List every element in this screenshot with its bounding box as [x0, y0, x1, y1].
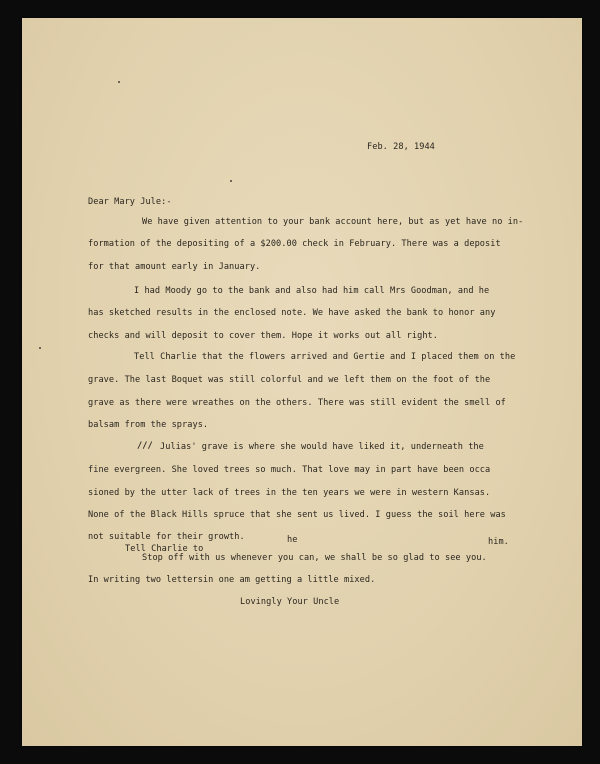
body-line: balsam from the sprays. — [88, 420, 209, 430]
postscript-line: In writing two lettersin one am getting a little mixed. — [88, 575, 376, 585]
paper-speck — [230, 180, 232, 182]
body-line: grave as there were wreathes on the others. There was still evident the smell of — [88, 398, 506, 408]
body-line: not suitable for their growth. — [88, 532, 245, 542]
insert-word-he: he — [287, 535, 298, 545]
stop-off-line: Stop off with us whenever you can, we shall be so glad to see you. — [142, 553, 487, 563]
body-line: grave. The last Boquet was still colorful and we left them on the foot of the — [88, 375, 491, 385]
insert-word-him: him. — [488, 537, 509, 547]
overtyped-mark: /// — [137, 441, 153, 451]
body-line: None of the Black Hills spruce that she sent us lived. I guess the soil here was — [88, 510, 506, 520]
body-line: We have given attention to your bank account here, but as yet have no in- — [142, 217, 524, 227]
body-line: for that amount early in January. — [88, 262, 261, 272]
body-line: formation of the depositing of a $200.00 check in February. There was a deposit — [88, 239, 501, 249]
body-line: has sketched results in the enclosed note. We have asked the bank to honor any — [88, 308, 496, 318]
paper-speck — [39, 347, 41, 349]
salutation: Dear Mary Jule:- — [88, 197, 172, 207]
body-line: checks and will deposit to cover them. Hope it works out all right. — [88, 331, 438, 341]
letter-date: Feb. 28, 1944 — [367, 142, 435, 152]
body-line: fine evergreen. She loved trees so much. That love may in part have been occa — [88, 465, 491, 475]
body-line: Julias' grave is where she would have liked it, underneath the — [160, 442, 484, 452]
body-line: Tell Charlie that the flowers arrived and Gertie and I placed them on the — [134, 352, 516, 362]
body-line: I had Moody go to the bank and also had him call Mrs Goodman, and he — [134, 286, 490, 296]
body-line: sioned by the utter lack of trees in the ten years we were in western Kansas. — [88, 488, 491, 498]
insert-prefix: Tell Charlie to — [125, 544, 204, 554]
paper-speck — [118, 81, 120, 83]
closing: Lovingly Your Uncle — [240, 597, 340, 607]
